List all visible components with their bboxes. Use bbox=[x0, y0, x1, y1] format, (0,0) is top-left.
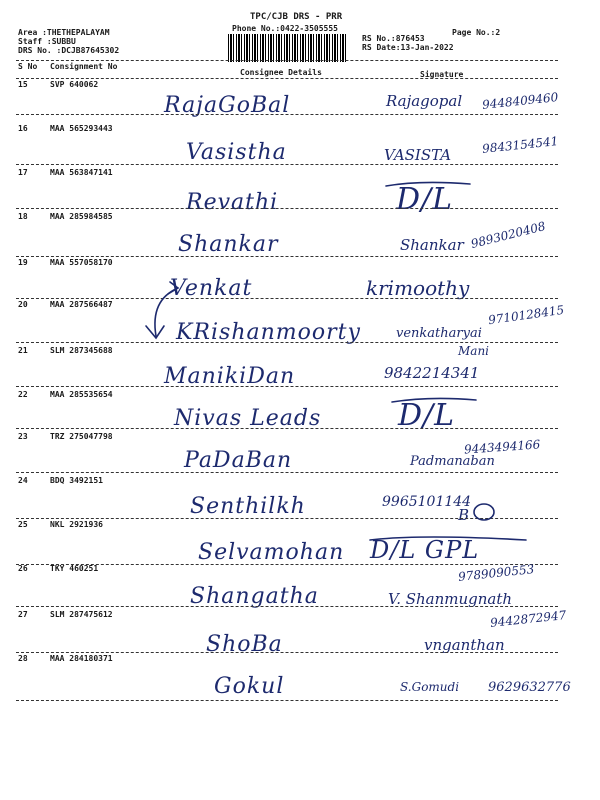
dl-bar bbox=[370, 537, 526, 540]
consignee-name: Nivas Leads bbox=[174, 406, 322, 431]
row-sno: 17 bbox=[18, 168, 28, 177]
receiver-phone: 9893020408 bbox=[469, 218, 547, 252]
receiver-signature: Rajagopal bbox=[386, 92, 463, 110]
column-sno: S No bbox=[18, 62, 38, 71]
drs-number: DRS No. :DCJB87645302 bbox=[18, 46, 120, 55]
receiver-signature: Padmanaban bbox=[410, 454, 495, 469]
receiver-signature: Mani bbox=[458, 344, 490, 358]
row-consignment: MAA 285984585 bbox=[50, 212, 113, 221]
receiver-signature: vnganthan bbox=[424, 636, 505, 654]
row-sno: 24 bbox=[18, 476, 28, 485]
row-consignment: SLM 287345688 bbox=[50, 346, 113, 355]
row-consignment: TKY 460251 bbox=[50, 564, 99, 573]
consignee-name: Revathi bbox=[186, 190, 279, 215]
receiver-signature: D/L GPL bbox=[370, 536, 480, 564]
rs-date: RS Date:13-Jan-2022 bbox=[362, 43, 454, 52]
consignee-name: Venkat bbox=[170, 276, 253, 301]
dl-bar bbox=[392, 398, 476, 402]
area-label: Area :THETHEPALAYAM bbox=[18, 28, 110, 37]
receiver-phone: 9448409460 bbox=[481, 90, 559, 112]
receiver-phone: 9789090553 bbox=[457, 562, 535, 584]
column-consignee: Consignee Details bbox=[240, 68, 322, 77]
row-sno: 25 bbox=[18, 520, 28, 529]
consignee-name: ShoBa bbox=[206, 632, 283, 657]
row-consignment: NKL 2921936 bbox=[50, 520, 103, 529]
phone-number: Phone No.:0422-3505555 bbox=[232, 24, 338, 33]
receiver-signature: D/L bbox=[396, 182, 454, 217]
consignee-name: Selvamohan bbox=[198, 540, 345, 565]
receiver-signature: Shankar bbox=[400, 236, 464, 254]
consignee-name: ManikiDan bbox=[164, 364, 296, 389]
receiver-signature: venkatharyai bbox=[396, 326, 482, 341]
row-consignment: MAA 557058170 bbox=[50, 258, 113, 267]
row-sno: 15 bbox=[18, 80, 28, 89]
staff-label: Staff :SUBBU bbox=[18, 37, 76, 46]
receiver-phone: 9442872947 bbox=[489, 608, 567, 630]
row-sno: 23 bbox=[18, 432, 28, 441]
row-sno: 28 bbox=[18, 654, 28, 663]
consignee-name: RajaGoBal bbox=[164, 93, 291, 118]
row-sno: 22 bbox=[18, 390, 28, 399]
row-consignment: MAA 287566487 bbox=[50, 300, 113, 309]
row-consignment: MAA 565293443 bbox=[50, 124, 113, 133]
receiver-phone: 9843154541 bbox=[481, 134, 559, 156]
receiver-signature: B bbox=[458, 506, 470, 524]
consignee-name: Gokul bbox=[214, 674, 285, 699]
row-consignment: BDQ 3492151 bbox=[50, 476, 103, 485]
row-consignment: TRZ 275047798 bbox=[50, 432, 113, 441]
receiver-phone: 9443494166 bbox=[463, 437, 541, 457]
row-consignment: MAA 285535654 bbox=[50, 390, 113, 399]
row-sno: 18 bbox=[18, 212, 28, 221]
receiver-signature: S.Gomudi bbox=[400, 680, 460, 694]
dl-bar bbox=[386, 182, 470, 186]
receiver-signature: D/L bbox=[398, 398, 456, 433]
swap-arrow-line bbox=[155, 288, 178, 336]
row-sno: 16 bbox=[18, 124, 28, 133]
receiver-phone: 9710128415 bbox=[487, 302, 565, 328]
row-sno: 26 bbox=[18, 564, 28, 573]
row-sno: 19 bbox=[18, 258, 28, 267]
consignee-name: Vasistha bbox=[186, 140, 287, 165]
consignee-name: KRishanmoorty bbox=[176, 320, 361, 345]
receiver-phone: 9842214341 bbox=[384, 364, 480, 382]
swap-arrow-tail bbox=[168, 282, 178, 294]
receiver-phone: 9965101144 bbox=[382, 494, 472, 510]
row-consignment: SLM 287475612 bbox=[50, 610, 113, 619]
consignee-name: Shankar bbox=[178, 232, 279, 257]
consignee-name: Senthilkh bbox=[190, 494, 306, 519]
consignee-name: Shangatha bbox=[190, 584, 319, 609]
column-consignment: Consignment No bbox=[50, 62, 118, 71]
receiver-phone: 9629632776 bbox=[488, 680, 571, 695]
document-title: TPC/CJB DRS - PRR bbox=[250, 12, 343, 22]
row-sno: 20 bbox=[18, 300, 28, 309]
row-sno: 27 bbox=[18, 610, 28, 619]
receiver-signature: krimoothy bbox=[366, 276, 470, 300]
receiver-signature: V. Shanmugnath bbox=[388, 590, 513, 608]
row-consignment: MAA 563847141 bbox=[50, 168, 113, 177]
column-signature: Signature bbox=[420, 70, 464, 79]
page-number: Page No.:2 bbox=[452, 28, 501, 37]
row-consignment: MAA 284180371 bbox=[50, 654, 113, 663]
consignee-name: PaDaBan bbox=[184, 448, 293, 473]
receiver-signature: VASISTA bbox=[384, 146, 452, 164]
stamp-circle bbox=[474, 504, 494, 520]
rs-number: RS No.:876453 bbox=[362, 34, 425, 43]
row-consignment: SVP 640062 bbox=[50, 80, 99, 89]
row-sno: 21 bbox=[18, 346, 28, 355]
